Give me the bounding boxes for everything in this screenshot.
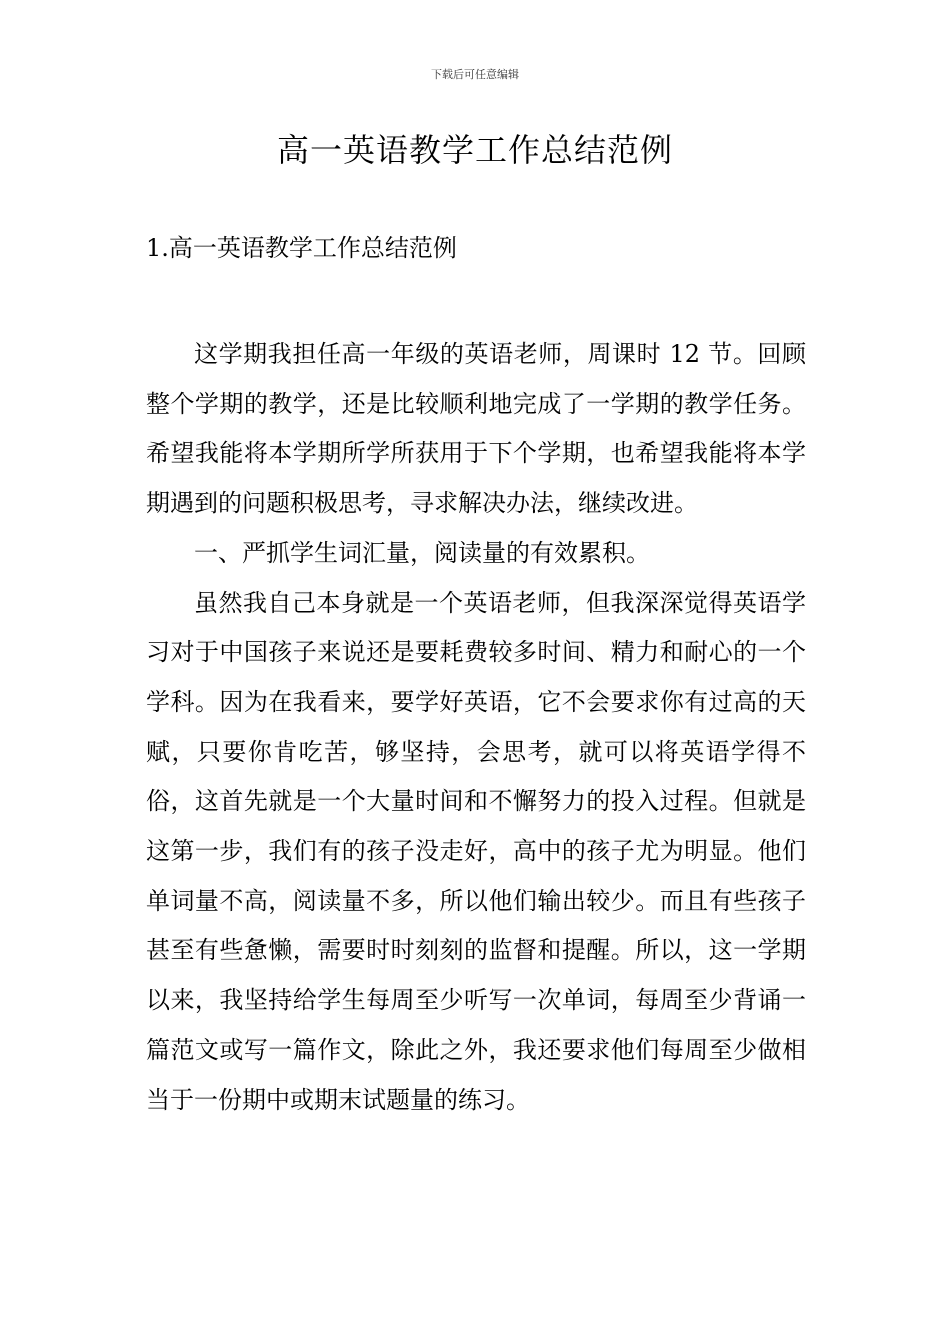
section-heading: 1.高一英语教学工作总结范例 (146, 234, 457, 262)
header-note: 下载后可任意编辑 (431, 68, 519, 81)
document-body (146, 330, 806, 1125)
paragraph-intro: 这学期我担任高一年级的英语老师，周课时 12 节。回顾整个学期的教学，还是比较顺利地完成了一学期的教学任务。希望我能将本学期所学所获用于下个学期，也希望我能将本学期遇到的问题积极思考，寻求解决办法，继续改进。 (146, 340, 806, 518)
paragraph-point-body: 虽然我自己本身就是一个英语老师，但我深深觉得英语学习对于中国孩子来说还是要耗费较多时间、精力和耐心的一个学科。因为在我看来，要学好英语，它不会要求你有过高的天赋，只要你肯吃苦，够坚持，会思考，就可以将英语学得不俗，这首先就是一个大量时间和不懈努力的投入过程。但就是这第一步，我们有的孩子没走好，高中的孩子尤为明显。他们单词量不高，阅读量不多，所以他们输出较少。而且有些孩子甚至有些惫懒，需要时时刻刻的监督和提醒。所以，这一学期以来，我坚持给学生每周至少听写一次单词，每周至少背诵一篇范文或写一篇作文，除此之外，我还要求他们每周至少做相当于一份期中或期末试题量的练习。 (146, 588, 806, 1114)
paragraph-point-heading: 一、严抓学生词汇量，阅读量的有效累积。 (194, 538, 650, 567)
document-title: 高一英语教学工作总结范例 (276, 131, 673, 169)
